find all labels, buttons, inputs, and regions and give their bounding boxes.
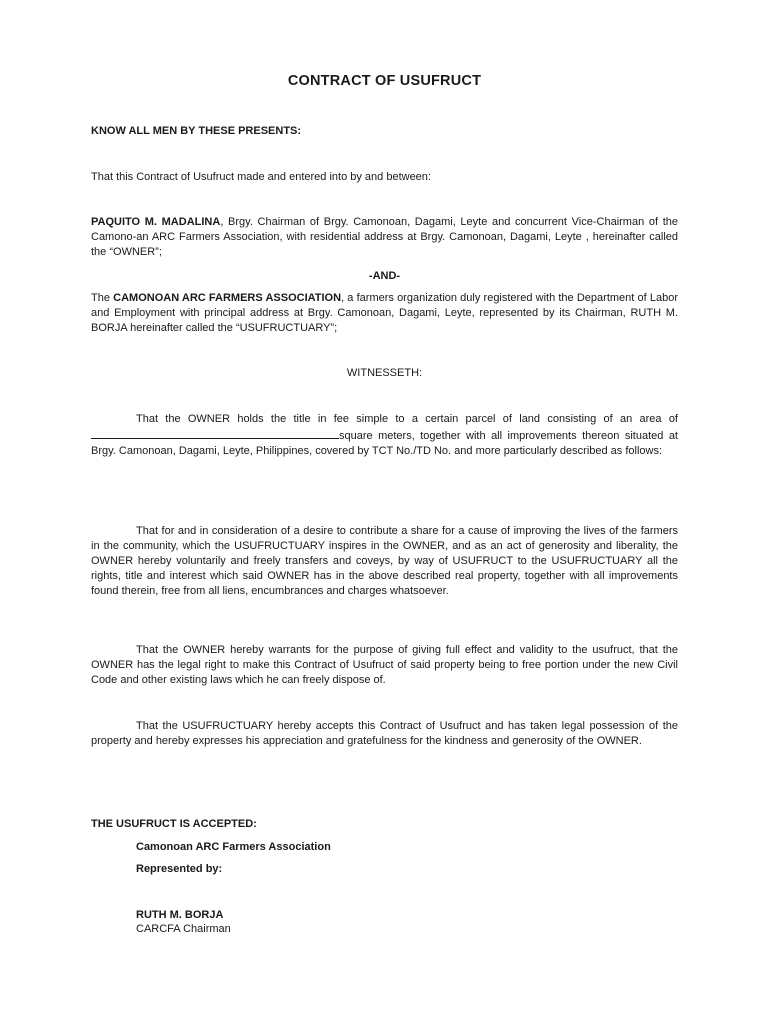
owner-party-paragraph [91,215,678,260]
witnesseth-heading: WITNESSETH: [346,367,423,379]
area-blank-line [91,427,339,439]
document-title: CONTRACT OF USUFRUCT [287,73,482,89]
know-all-men-heading: KNOW ALL MEN BY THESE PRESENTS: [91,125,302,137]
owner-name: PAQUITO M. MADALINA [91,216,221,228]
usufructuary-name: CAMONOAN ARC FARMERS ASSOCIATION [113,292,342,304]
land-text-before-blank: That the OWNER holds the title in fee simple to a certain parcel of land consisting of an area of [136,413,678,425]
usufructuary-party-paragraph [91,291,678,336]
represented-by-label: Represented by: [136,863,223,875]
usufructuary-description: , a farmers organization duly registered with the Department of Labor and Employment with principal address at Brgy. Camonoan, Dagami, Leyte, represented by its Chairman, RUTH M. BORJA hereinafter called the “USUFRUCTUARY”; [91,292,678,334]
owner-description: , Brgy. Chairman of Brgy. Camonoan, Dagami, Leyte and concurrent Vice-Chairman of the Camono-an ARC Farmers Association, with residential address at Brgy. Camonoan, Dagami, Leyte , hereinafter called the “OWNER”; [91,216,678,258]
land-text-after-blank: square meters, together with all improvements thereon situated at Brgy. Camonoan, Dagami, Leyte, Philippines, covered by TCT No./TD No. and more particularly described as follows: [91,430,678,457]
and-separator: -AND- [368,270,401,282]
consideration-paragraph: That for and in consideration of a desire to contribute a share for a cause of improving the lives of the farmers in the community, which the USUFRUCTUARY inspires in the OWNER, and as an act of generosity and liberality, the OWNER hereby voluntarily and freely transfers and coveys, by way of USUFRUCT to the USUFRUCTUARY all the rights, title and interest which said OWNER has in the above described real property, together with all improvements found therein, free from all liens, encumbrances and charges whatsoever. [91,525,678,597]
acceptance-paragraph: That the USUFRUCTUARY hereby accepts this Contract of Usufruct and has taken legal possession of the property and hereby expresses his appreciation and gratefulness for the kindness and generosity of the OWNER. [91,720,678,747]
usufructuary-prefix: The [91,292,114,304]
signatory-name: RUTH M. BORJA [136,909,224,921]
intro-paragraph: That this Contract of Usufruct made and entered into by and between: [91,171,431,183]
land-description-paragraph [91,412,678,459]
acceptance-heading: THE USUFRUCT IS ACCEPTED: [91,818,257,830]
warranty-paragraph: That the OWNER hereby warrants for the purpose of giving full effect and validity to the usufruct, that the OWNER has the legal right to make this Contract of Usufruct of said property being to free portion under the new Civil Code and other existing laws which he can freely dispose of. [91,644,678,686]
association-name: Camonoan ARC Farmers Association [136,841,331,853]
signatory-title: CARCFA Chairman [136,923,231,935]
document-page [91,0,678,1024]
